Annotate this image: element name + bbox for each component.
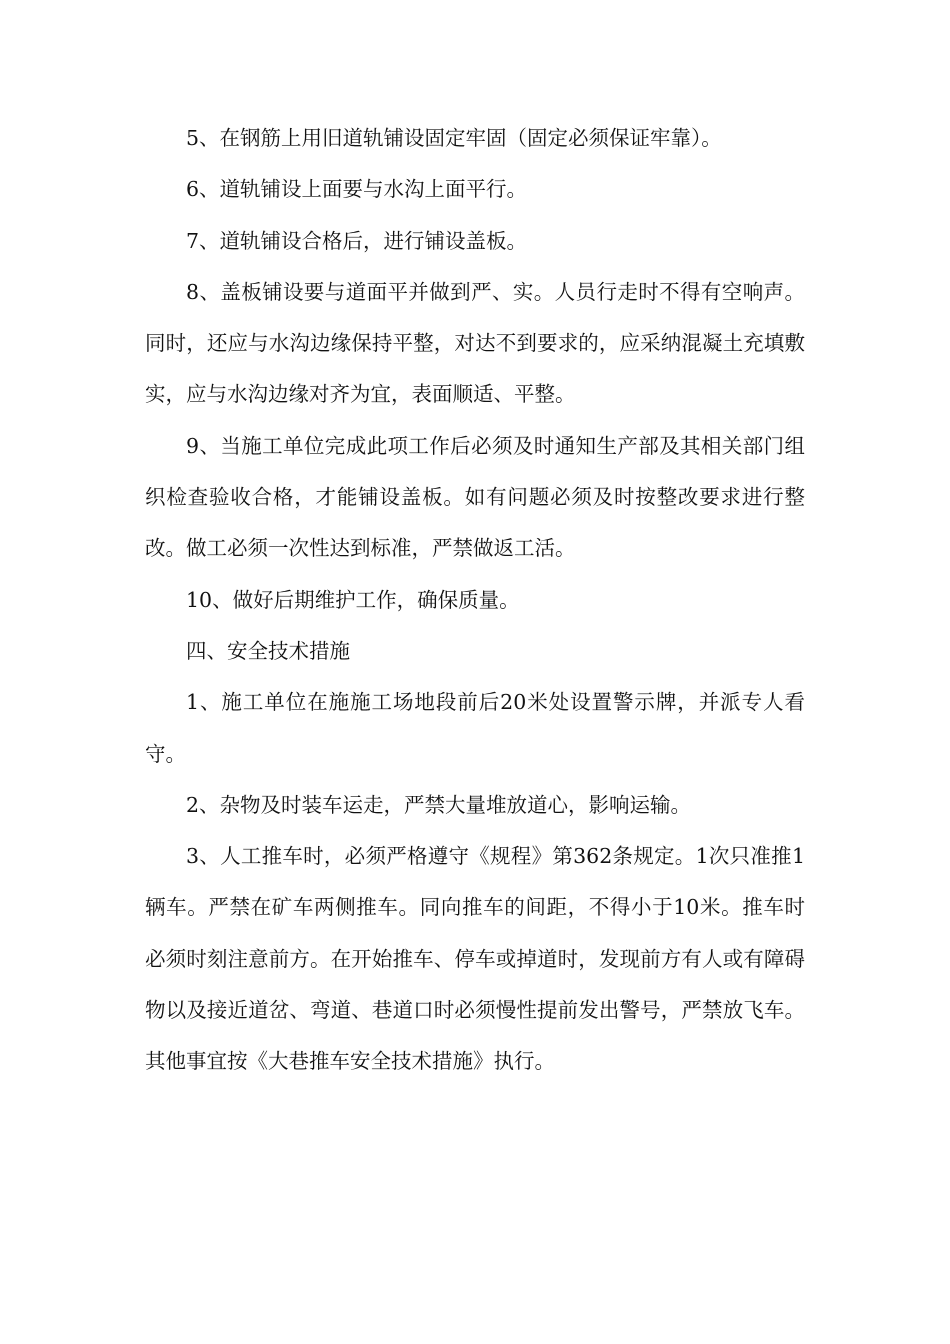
paragraph-pushing-carts: 3、人工推车时，必须严格遵守《规程》第362条规定。1次只准推1辆车。严禁在矿车两侧推车。同向推车的间距，不得小于10米。推车时必须时刻注意前方。在开始推车、停车或掉道时，发现前方有人或有障碍物以及接近道岔、弯道、巷道口时必须慢性提前发出警号，严禁放飞车。其他事宜按《大巷推车安全技术措施》执行。: [145, 844, 805, 1074]
paragraph-maintenance: 10、做好后期维护工作，确保质量。: [186, 587, 520, 612]
paragraph-debris: 2、杂物及时装车运走，严禁大量堆放道心，影响运输。: [186, 792, 692, 817]
paragraph-rail-parallel: 6、道轨铺设上面要与水沟上面平行。: [186, 177, 528, 202]
paragraph-rail-fixing: 5、在钢筋上用旧道轨铺设固定牢固（固定必须保证牢靠）。: [186, 126, 722, 150]
paragraph-cover-laying: 7、道轨铺设合格后，进行铺设盖板。: [186, 228, 528, 253]
paragraph-inspection: 9、当施工单位完成此项工作后必须及时通知生产部及其相关部门组织检查验收合格，才能铺设盖板。如有问题必须及时按整改要求进行整改。做工必须一次性达到标准，严禁做返工活。: [145, 433, 805, 561]
document-body: [145, 113, 805, 1088]
section-heading-safety: 四、安全技术措施: [186, 638, 350, 663]
paragraph-cover-requirements: 8、盖板铺设要与道面平并做到严、实。人员行走时不得有空响声。同时，还应与水沟边缘保持平整，对达不到要求的，应采纳混凝土充填敷实，应与水沟边缘对齐为宜，表面顺适、平整。: [145, 279, 805, 407]
paragraph-warning-signs: 1、施工单位在施施工场地段前后20米处设置警示牌，并派专人看守。: [145, 690, 805, 766]
